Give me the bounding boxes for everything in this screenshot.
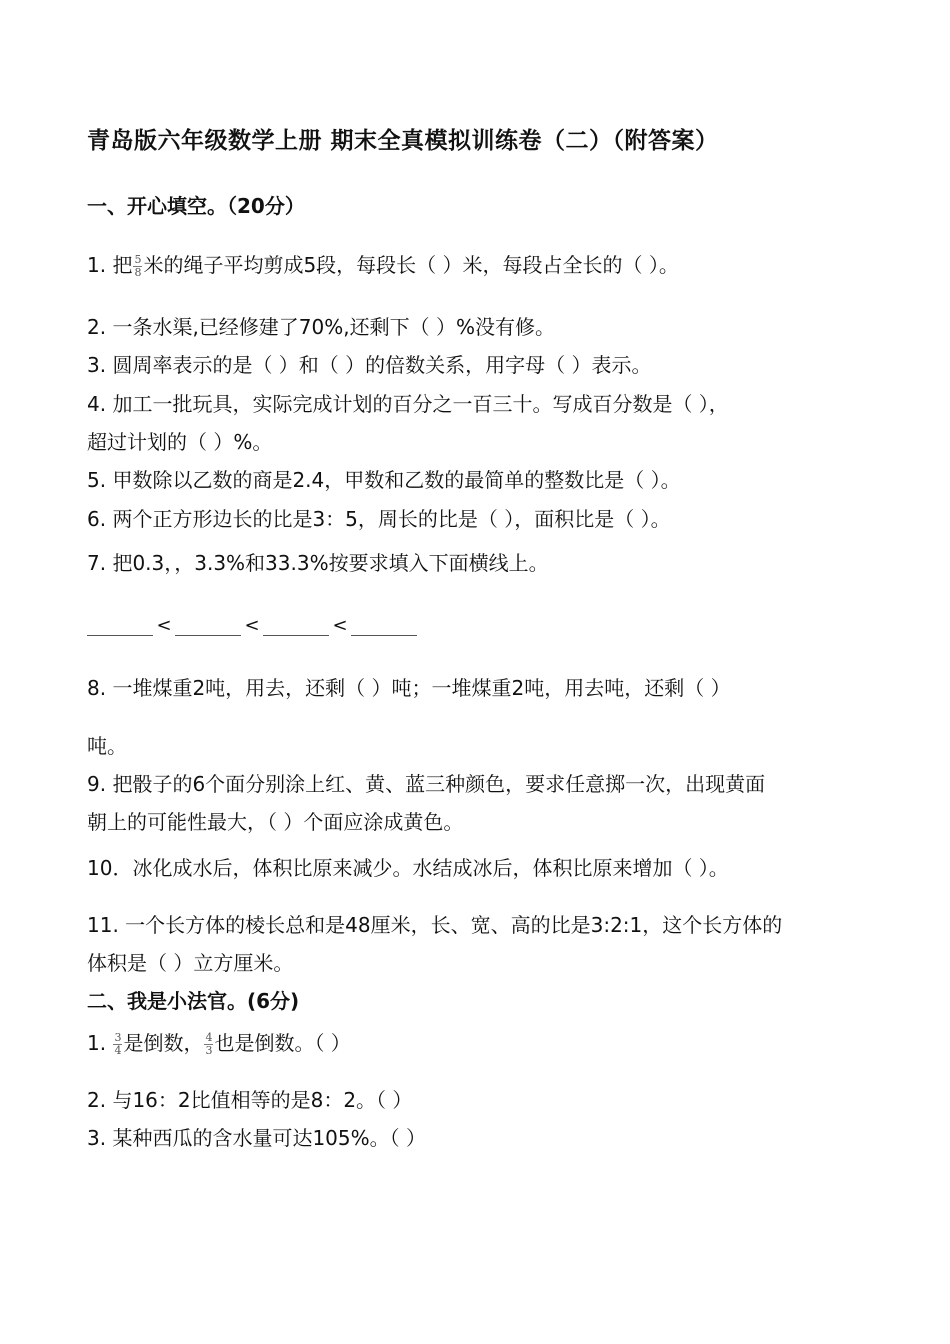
question-2-2: 2. 与16：2比值相等的是8：2。（ ） [87, 1088, 413, 1112]
blank-line[interactable] [351, 617, 417, 636]
question-1-4-line-2: 超过计划的（ ）%。 [87, 430, 273, 454]
fraction: $\frac{5}{8}$ [134, 253, 142, 279]
question-1-2: 2. 一条水渠,已经修建了70%,还剩下（ ）%没有修。 [87, 315, 555, 339]
question-2-1 [87, 1030, 351, 1057]
question-1-9-line-2: 朝上的可能性最大，（ ）个面应涂成黄色。 [87, 810, 464, 834]
question-text: 1. 把 [87, 253, 133, 277]
less-than-sign: < [156, 615, 172, 636]
question-1-10: 10．冰化成水后，体积比原来减少。水结成冰后，体积比原来增加（ ）。 [87, 856, 729, 880]
section-2-heading: 二、我是小法官。(6分) [87, 989, 300, 1013]
question-1-6: 6. 两个正方形边长的比是3：5，周长的比是（ ），面积比是（ ）。 [87, 507, 671, 531]
question-1-5: 5. 甲数除以乙数的商是2.4，甲数和乙数的最简单的整数比是（ ）。 [87, 468, 681, 492]
question-1-8-line-2: 吨。 [87, 734, 127, 758]
question-1-7: 7. 把0.3，，3.3%和33.3%按要求填入下面横线上。 [87, 551, 549, 575]
question-1-8-line-1: 8. 一堆煤重2吨，用去，还剩（ ）吨；一堆煤重2吨，用去吨，还剩（ ） [87, 676, 731, 700]
blank-line[interactable] [87, 617, 153, 636]
question-1-1 [87, 252, 679, 279]
question-text: 也是倒数。（ ） [214, 1031, 351, 1055]
section-1-heading: 一、开心填空。（20分） [87, 194, 305, 218]
fraction: $\frac{3}{4}$ [114, 1031, 122, 1057]
page-title: 青岛版六年级数学上册 期末全真模拟训练卷（二）（附答案） [87, 128, 719, 154]
question-1-9-line-1: 9. 把骰子的6个面分别涂上红、黄、蓝三种颜色，要求任意掷一次，出现黄面 [87, 772, 766, 796]
ordering-blanks [87, 615, 417, 636]
question-1-11-line-1: 11. 一个长方体的棱长总和是48厘米，长、宽、高的比是3:2:1，这个长方体的 [87, 913, 783, 937]
blank-line[interactable] [263, 617, 329, 636]
question-1-3: 3. 圆周率表示的是（ ）和（ ）的倍数关系，用字母（ ）表示。 [87, 353, 652, 377]
question-1-4-line-1: 4. 加工一批玩具，实际完成计划的百分之一百三十。写成百分数是（ ）， [87, 392, 729, 416]
fraction: $\frac{4}{3}$ [205, 1031, 213, 1057]
blank-line[interactable] [175, 617, 241, 636]
question-2-3: 3. 某种西瓜的含水量可达105%。（ ） [87, 1126, 426, 1150]
question-text: 是倒数， [123, 1031, 204, 1055]
less-than-sign: < [244, 615, 260, 636]
question-text: 米的绳子平均剪成5段，每段长（ ）米，每段占全长的（ ）。 [143, 253, 679, 277]
question-1-11-line-2: 体积是（ ）立方厘米。 [87, 951, 294, 975]
question-text: 1. [87, 1031, 113, 1055]
less-than-sign: < [332, 615, 348, 636]
